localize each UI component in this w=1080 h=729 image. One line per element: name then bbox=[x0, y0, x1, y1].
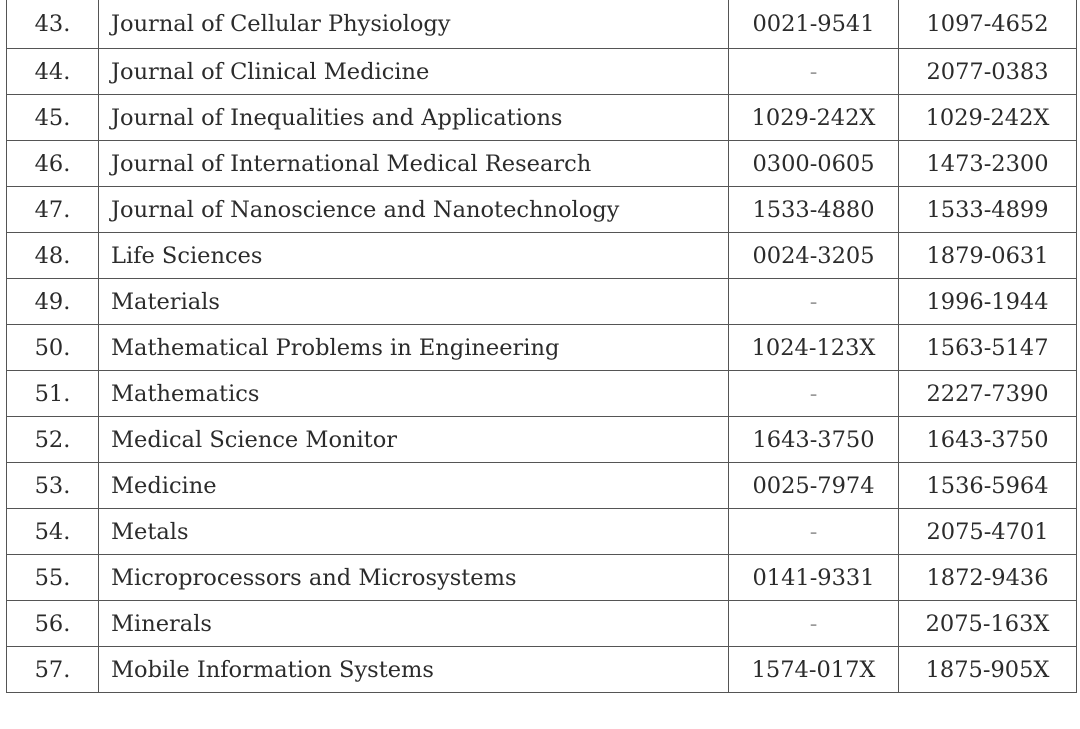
row-number: 57. bbox=[7, 647, 99, 693]
journal-title: Mobile Information Systems bbox=[99, 647, 729, 693]
journal-title: Journal of International Medical Research bbox=[99, 141, 729, 187]
row-number: 53. bbox=[7, 463, 99, 509]
online-issn: 2075-4701 bbox=[899, 509, 1077, 555]
online-issn: 1536-5964 bbox=[899, 463, 1077, 509]
print-issn: - bbox=[729, 601, 899, 647]
print-issn: - bbox=[729, 279, 899, 325]
online-issn: 1097-4652 bbox=[899, 0, 1077, 49]
online-issn: 1029-242X bbox=[899, 95, 1077, 141]
row-number: 54. bbox=[7, 509, 99, 555]
table-row bbox=[7, 49, 1077, 95]
print-issn: 0300-0605 bbox=[729, 141, 899, 187]
table-row bbox=[7, 95, 1077, 141]
table-row bbox=[7, 0, 1077, 49]
journal-table-container bbox=[6, 0, 1077, 693]
table-row bbox=[7, 371, 1077, 417]
print-issn: 1029-242X bbox=[729, 95, 899, 141]
online-issn: 1563-5147 bbox=[899, 325, 1077, 371]
online-issn: 1473-2300 bbox=[899, 141, 1077, 187]
row-number: 55. bbox=[7, 555, 99, 601]
row-number: 56. bbox=[7, 601, 99, 647]
table-row bbox=[7, 417, 1077, 463]
journal-title: Journal of Cellular Physiology bbox=[99, 0, 729, 49]
print-issn: 0021-9541 bbox=[729, 0, 899, 49]
table-row bbox=[7, 141, 1077, 187]
table-row bbox=[7, 463, 1077, 509]
table-row bbox=[7, 233, 1077, 279]
online-issn: 2075-163X bbox=[899, 601, 1077, 647]
table-row bbox=[7, 647, 1077, 693]
journal-title: Metals bbox=[99, 509, 729, 555]
journal-title: Mathematics bbox=[99, 371, 729, 417]
journal-title: Medical Science Monitor bbox=[99, 417, 729, 463]
row-number: 47. bbox=[7, 187, 99, 233]
online-issn: 1875-905X bbox=[899, 647, 1077, 693]
online-issn: 1879-0631 bbox=[899, 233, 1077, 279]
print-issn: 1024-123X bbox=[729, 325, 899, 371]
online-issn: 2077-0383 bbox=[899, 49, 1077, 95]
print-issn: 1643-3750 bbox=[729, 417, 899, 463]
online-issn: 1533-4899 bbox=[899, 187, 1077, 233]
table-row bbox=[7, 279, 1077, 325]
row-number: 44. bbox=[7, 49, 99, 95]
row-number: 43. bbox=[7, 0, 99, 49]
online-issn: 1996-1944 bbox=[899, 279, 1077, 325]
row-number: 50. bbox=[7, 325, 99, 371]
journal-title: Microprocessors and Microsystems bbox=[99, 555, 729, 601]
journal-title: Journal of Clinical Medicine bbox=[99, 49, 729, 95]
journal-title: Mathematical Problems in Engineering bbox=[99, 325, 729, 371]
journal-table-body bbox=[7, 0, 1077, 693]
row-number: 49. bbox=[7, 279, 99, 325]
journal-title: Life Sciences bbox=[99, 233, 729, 279]
print-issn: 1533-4880 bbox=[729, 187, 899, 233]
table-row bbox=[7, 325, 1077, 371]
table-row bbox=[7, 555, 1077, 601]
table-row bbox=[7, 187, 1077, 233]
row-number: 46. bbox=[7, 141, 99, 187]
print-issn: - bbox=[729, 509, 899, 555]
journal-title: Medicine bbox=[99, 463, 729, 509]
journal-title: Journal of Inequalities and Applications bbox=[99, 95, 729, 141]
table-row bbox=[7, 601, 1077, 647]
journal-title: Journal of Nanoscience and Nanotechnology bbox=[99, 187, 729, 233]
print-issn: 0025-7974 bbox=[729, 463, 899, 509]
online-issn: 1643-3750 bbox=[899, 417, 1077, 463]
print-issn: 0024-3205 bbox=[729, 233, 899, 279]
print-issn: 0141-9331 bbox=[729, 555, 899, 601]
online-issn: 2227-7390 bbox=[899, 371, 1077, 417]
journal-title: Materials bbox=[99, 279, 729, 325]
table-row bbox=[7, 509, 1077, 555]
journal-title: Minerals bbox=[99, 601, 729, 647]
journal-table bbox=[6, 0, 1077, 693]
row-number: 48. bbox=[7, 233, 99, 279]
row-number: 45. bbox=[7, 95, 99, 141]
print-issn: - bbox=[729, 49, 899, 95]
print-issn: 1574-017X bbox=[729, 647, 899, 693]
row-number: 52. bbox=[7, 417, 99, 463]
print-issn: - bbox=[729, 371, 899, 417]
online-issn: 1872-9436 bbox=[899, 555, 1077, 601]
row-number: 51. bbox=[7, 371, 99, 417]
